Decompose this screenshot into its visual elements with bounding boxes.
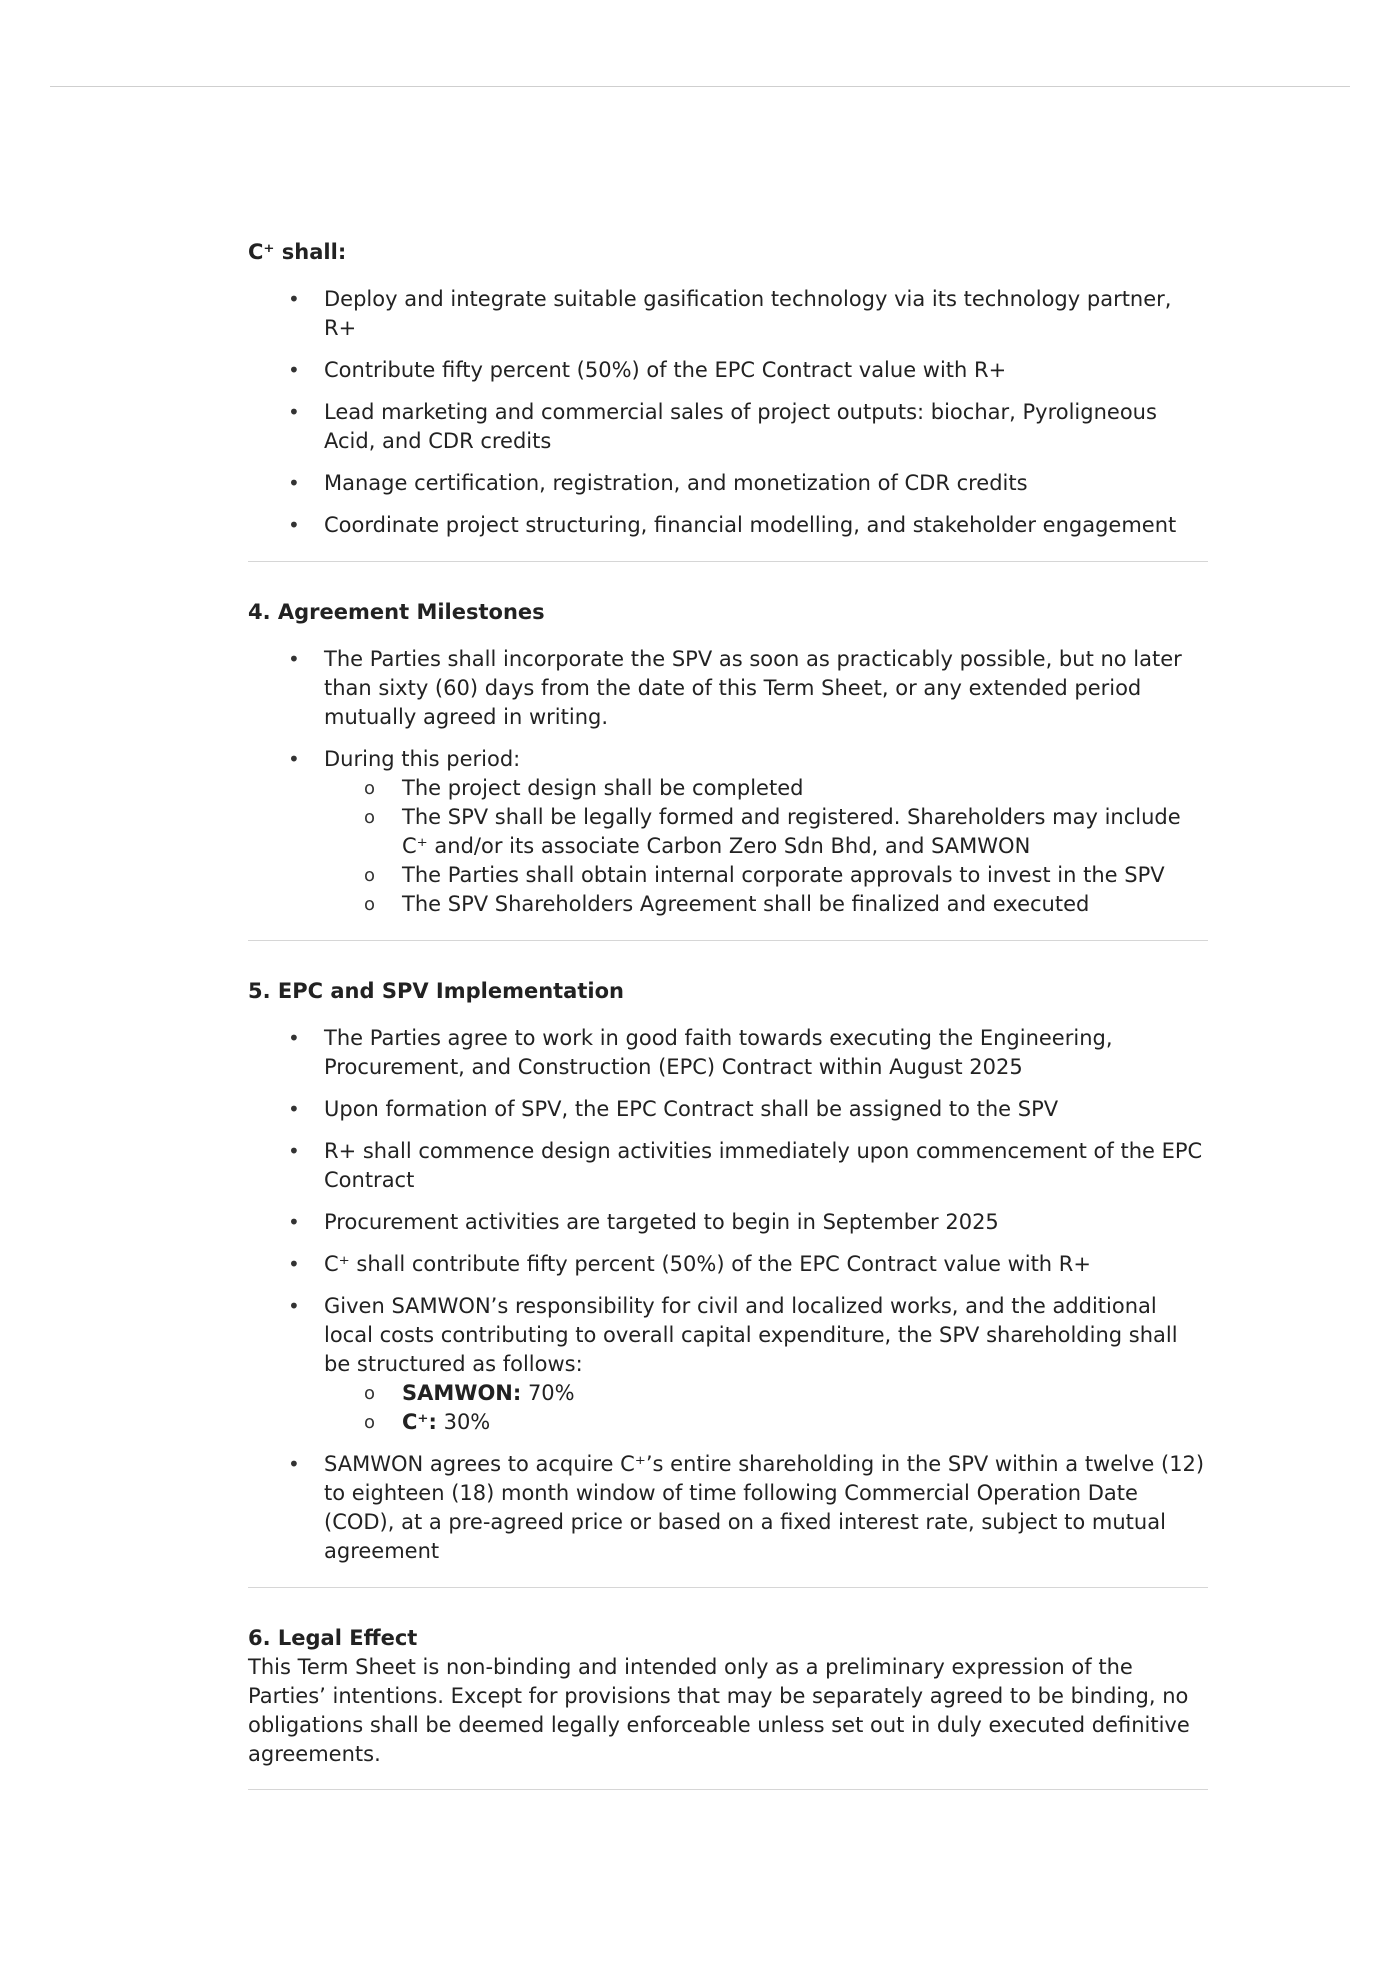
milestones-list [248,645,1208,919]
list-item [324,1292,1208,1437]
legal-section [248,1624,1208,1769]
sub-list-item: o The SPV shall be legally formed and registered. Shareholders may include C⁺ and/or its associate Carbon Zero Sdn Bhd, and SAMWON [402,803,1208,861]
list-item: • C⁺ shall contribute fifty percent (50%) of the EPC Contract value with R+ [324,1250,1208,1279]
shareholding-sublist [324,1379,1208,1437]
c-plus-list [248,285,1208,540]
sub-list-item: o The project design shall be completed [402,774,1208,803]
milestones-section [248,598,1208,919]
list-item: • Lead marketing and commercial sales of project outputs: biochar, Pyroligneous Acid, and CDR credits [324,398,1208,456]
milestones-heading: 4. Agreement Milestones [248,600,545,624]
sub-list-item: o The Parties shall obtain internal corporate approvals to invest in the SPV [402,861,1208,890]
milestones-sublist [324,774,1208,919]
top-divider [50,86,1350,87]
shareholding-item [402,1408,1208,1437]
list-item: • Coordinate project structuring, financial modelling, and stakeholder engagement [324,511,1208,540]
list-item-text: Given SAMWON’s responsibility for civil and localized works, and the additional local costs contributing to overall capital expenditure, the SPV shareholding shall be structured as follows: [324,1294,1178,1376]
list-item: • The Parties agree to work in good faith towards executing the Engineering, Procurement, and Construction (EPC) Contract within August 2025 [324,1024,1208,1082]
epc-list [248,1024,1208,1566]
epc-section [248,977,1208,1566]
section-divider [248,1789,1208,1790]
list-item: • Deploy and integrate suitable gasification technology via its technology partner, R+ [324,285,1208,343]
shareholder-name: SAMWON: [402,1381,522,1405]
shareholding-item [402,1379,1208,1408]
c-plus-heading: C⁺ shall: [248,240,347,264]
list-item: • Upon formation of SPV, the EPC Contract shall be assigned to the SPV [324,1095,1208,1124]
list-item: • Manage certification, registration, and monetization of CDR credits [324,469,1208,498]
list-item: • R+ shall commence design activities immediately upon commencement of the EPC Contract [324,1137,1208,1195]
shareholding-value: 70% [521,1381,575,1405]
list-item: • SAMWON agrees to acquire C⁺’s entire shareholding in the SPV within a twelve (12) to eighteen (18) month window of time following Commercial Operation Date (COD), at a pre-agreed price or based on a fixed interest rate, subject to mutual agreement [324,1450,1208,1566]
list-item: • The Parties shall incorporate the SPV as soon as practicably possible, but no later than sixty (60) days from the date of this Term Sheet, or any extended period mutually agreed in writing. [324,645,1208,732]
document-body [248,238,1208,1790]
sub-list-item: o The SPV Shareholders Agreement shall be finalized and executed [402,890,1208,919]
shareholder-name: C⁺: [402,1410,437,1434]
list-item [324,745,1208,919]
list-item-text: During this period: [324,747,521,771]
legal-text: This Term Sheet is non-binding and intended only as a preliminary expression of the Parties’ intentions. Except for provisions that may be separately agreed to be binding, no obligations shall be deemed legally enforceable unless set out in duly executed definitive agreements. [248,1655,1190,1766]
list-item: • Procurement activities are targeted to begin in September 2025 [324,1208,1208,1237]
epc-heading: 5. EPC and SPV Implementation [248,979,624,1003]
c-plus-section [248,238,1208,540]
shareholding-value: 30% [436,1410,491,1434]
list-item: • Contribute fifty percent (50%) of the EPC Contract value with R+ [324,356,1208,385]
legal-heading: 6. Legal Effect [248,1626,418,1650]
